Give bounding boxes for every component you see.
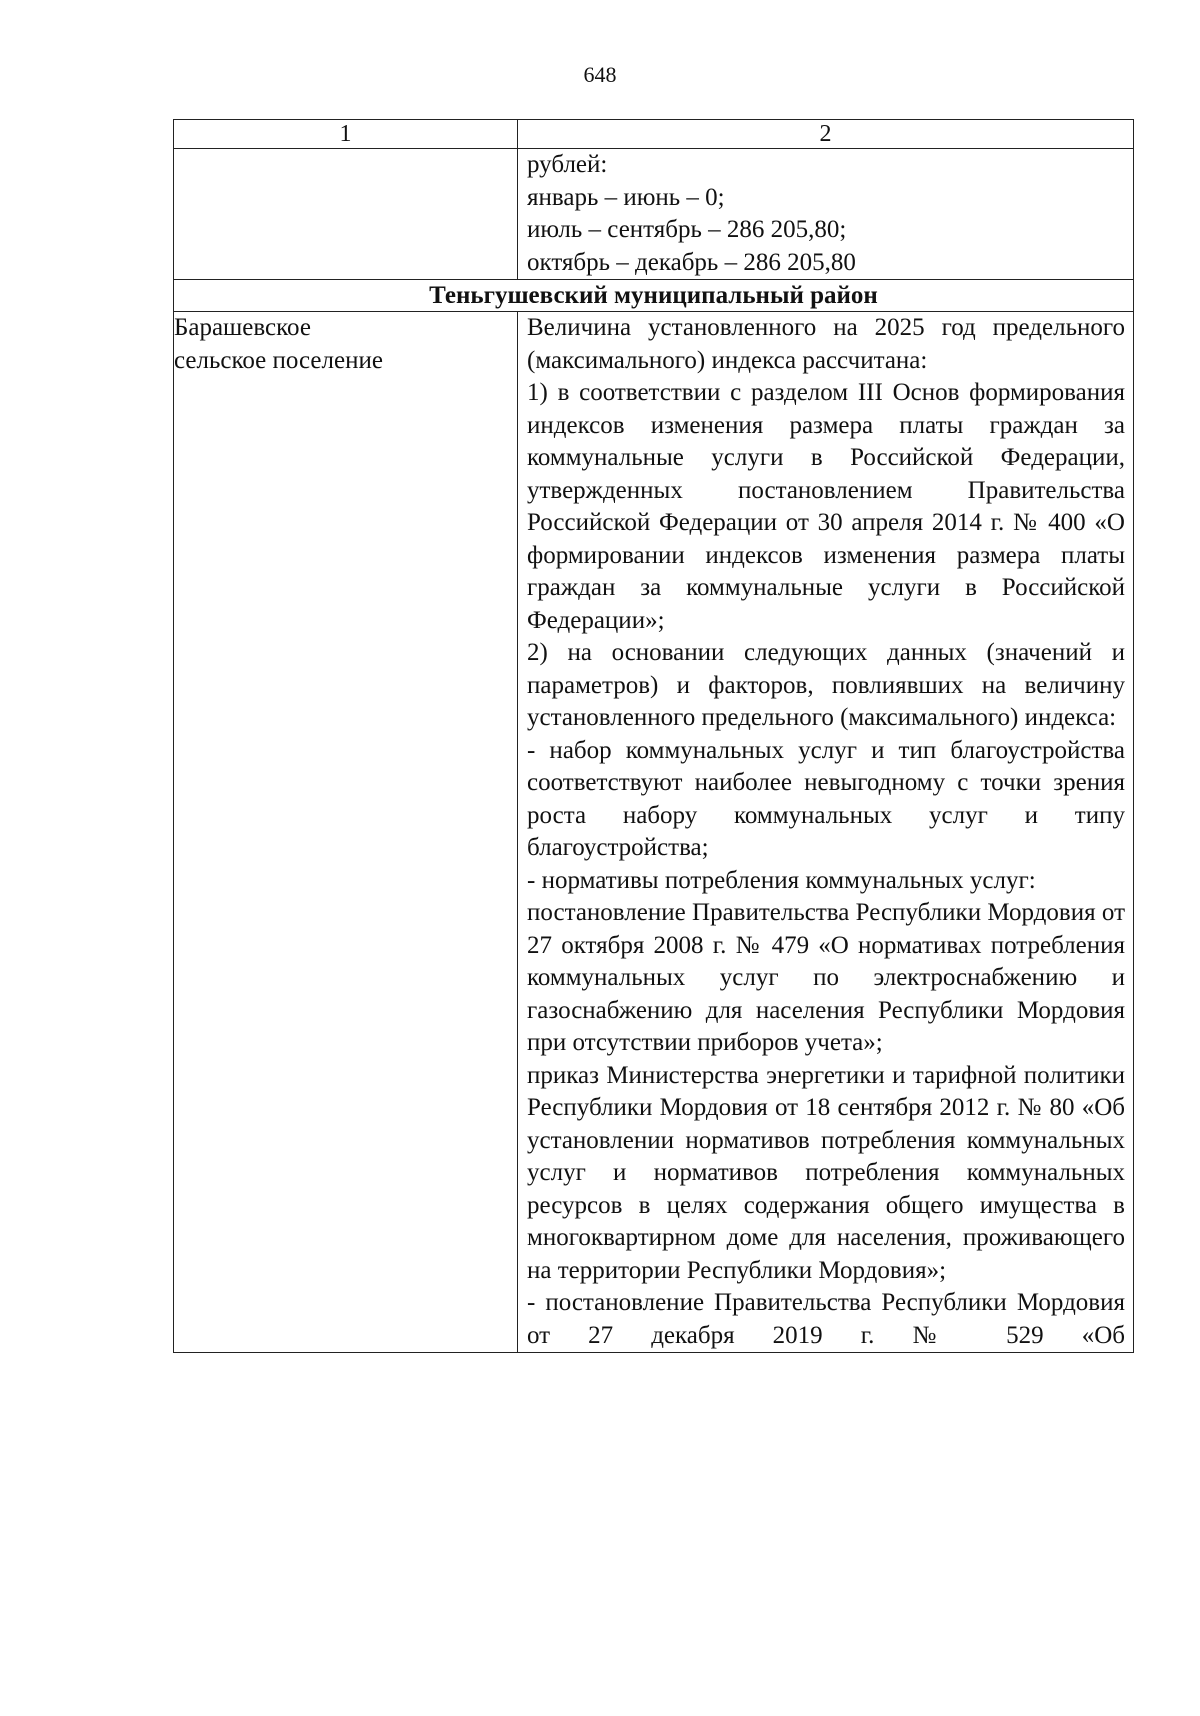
settlement-name-line: сельское поселение <box>174 346 383 374</box>
settlement-description-cell <box>518 312 1134 1353</box>
paragraph: 1) в соответствии с разделом III Основ формирования индексов изменения размера платы граждан за коммунальные услуги в Российской Федерации, утвержденных постановлением Правительства Российской Федерации от 30 апреля 2014 г. № 400 «О формировании индексов изменения размера платы граждан за коммунальные услуги в Российской Федерации»; <box>527 379 1125 634</box>
column-header-1: 1 <box>174 120 518 149</box>
settlement-name-cell <box>174 312 518 1353</box>
table-header-row <box>174 120 1134 149</box>
paragraph: Величина установленного на 2025 год предельного (максимального) индекса рассчитана: <box>527 314 1125 374</box>
continuation-line: рублей: <box>527 151 608 178</box>
paragraph: - нормативы потребления коммунальных услуг: <box>527 866 1036 894</box>
continuation-line: октябрь – декабрь – 286 205,80 <box>527 248 856 276</box>
column-header-2: 2 <box>518 120 1134 149</box>
paragraph: - постановление Правительства Республики Мордовия от 27 декабря 2019 г. № 529 «Об <box>527 1289 1125 1349</box>
table-row-continuation <box>174 149 1134 280</box>
continuation-line: январь – июнь – 0; <box>527 183 725 211</box>
document-table <box>173 119 1134 1353</box>
continuation-cell-left <box>174 149 518 280</box>
paragraph: - набор коммунальных услуг и тип благоустройства соответствуют наиболее невыгодному с точки зрения роста набору коммунальных услуг и типу благоустройства; <box>527 736 1125 861</box>
continuation-line: июль – сентябрь – 286 205,80; <box>527 216 847 243</box>
page-number: 648 <box>583 62 617 87</box>
table-row-settlement <box>174 312 1134 1353</box>
paragraph: 2) на основании следующих данных (значений и параметров) и факторов, повлиявших на величину установленного предельного (максимального) индекса: <box>527 639 1125 731</box>
continuation-cell-right <box>518 149 1134 280</box>
section-title: Теньгушевский муниципальный район <box>174 280 1134 312</box>
paragraph: приказ Министерства энергетики и тарифной политики Республики Мордовия от 18 сентября 2012 г. № 80 «Об установлении нормативов потребления коммунальных услуг и нормативов потребления коммунальных ресурсов в целях содержания общего имущества в многоквартирном доме для населения, проживающего на территории Республики Мордовия»; <box>527 1061 1125 1284</box>
settlement-name-line: Барашевское <box>174 314 311 341</box>
paragraph: постановление Правительства Республики Мордовия от 27 октября 2008 г. № 479 «О нормативах потребления коммунальных услуг по электроснабжению и газоснабжению для населения Республики Мордовия при отсутствии приборов учета»; <box>527 899 1125 1056</box>
section-row <box>174 280 1134 312</box>
